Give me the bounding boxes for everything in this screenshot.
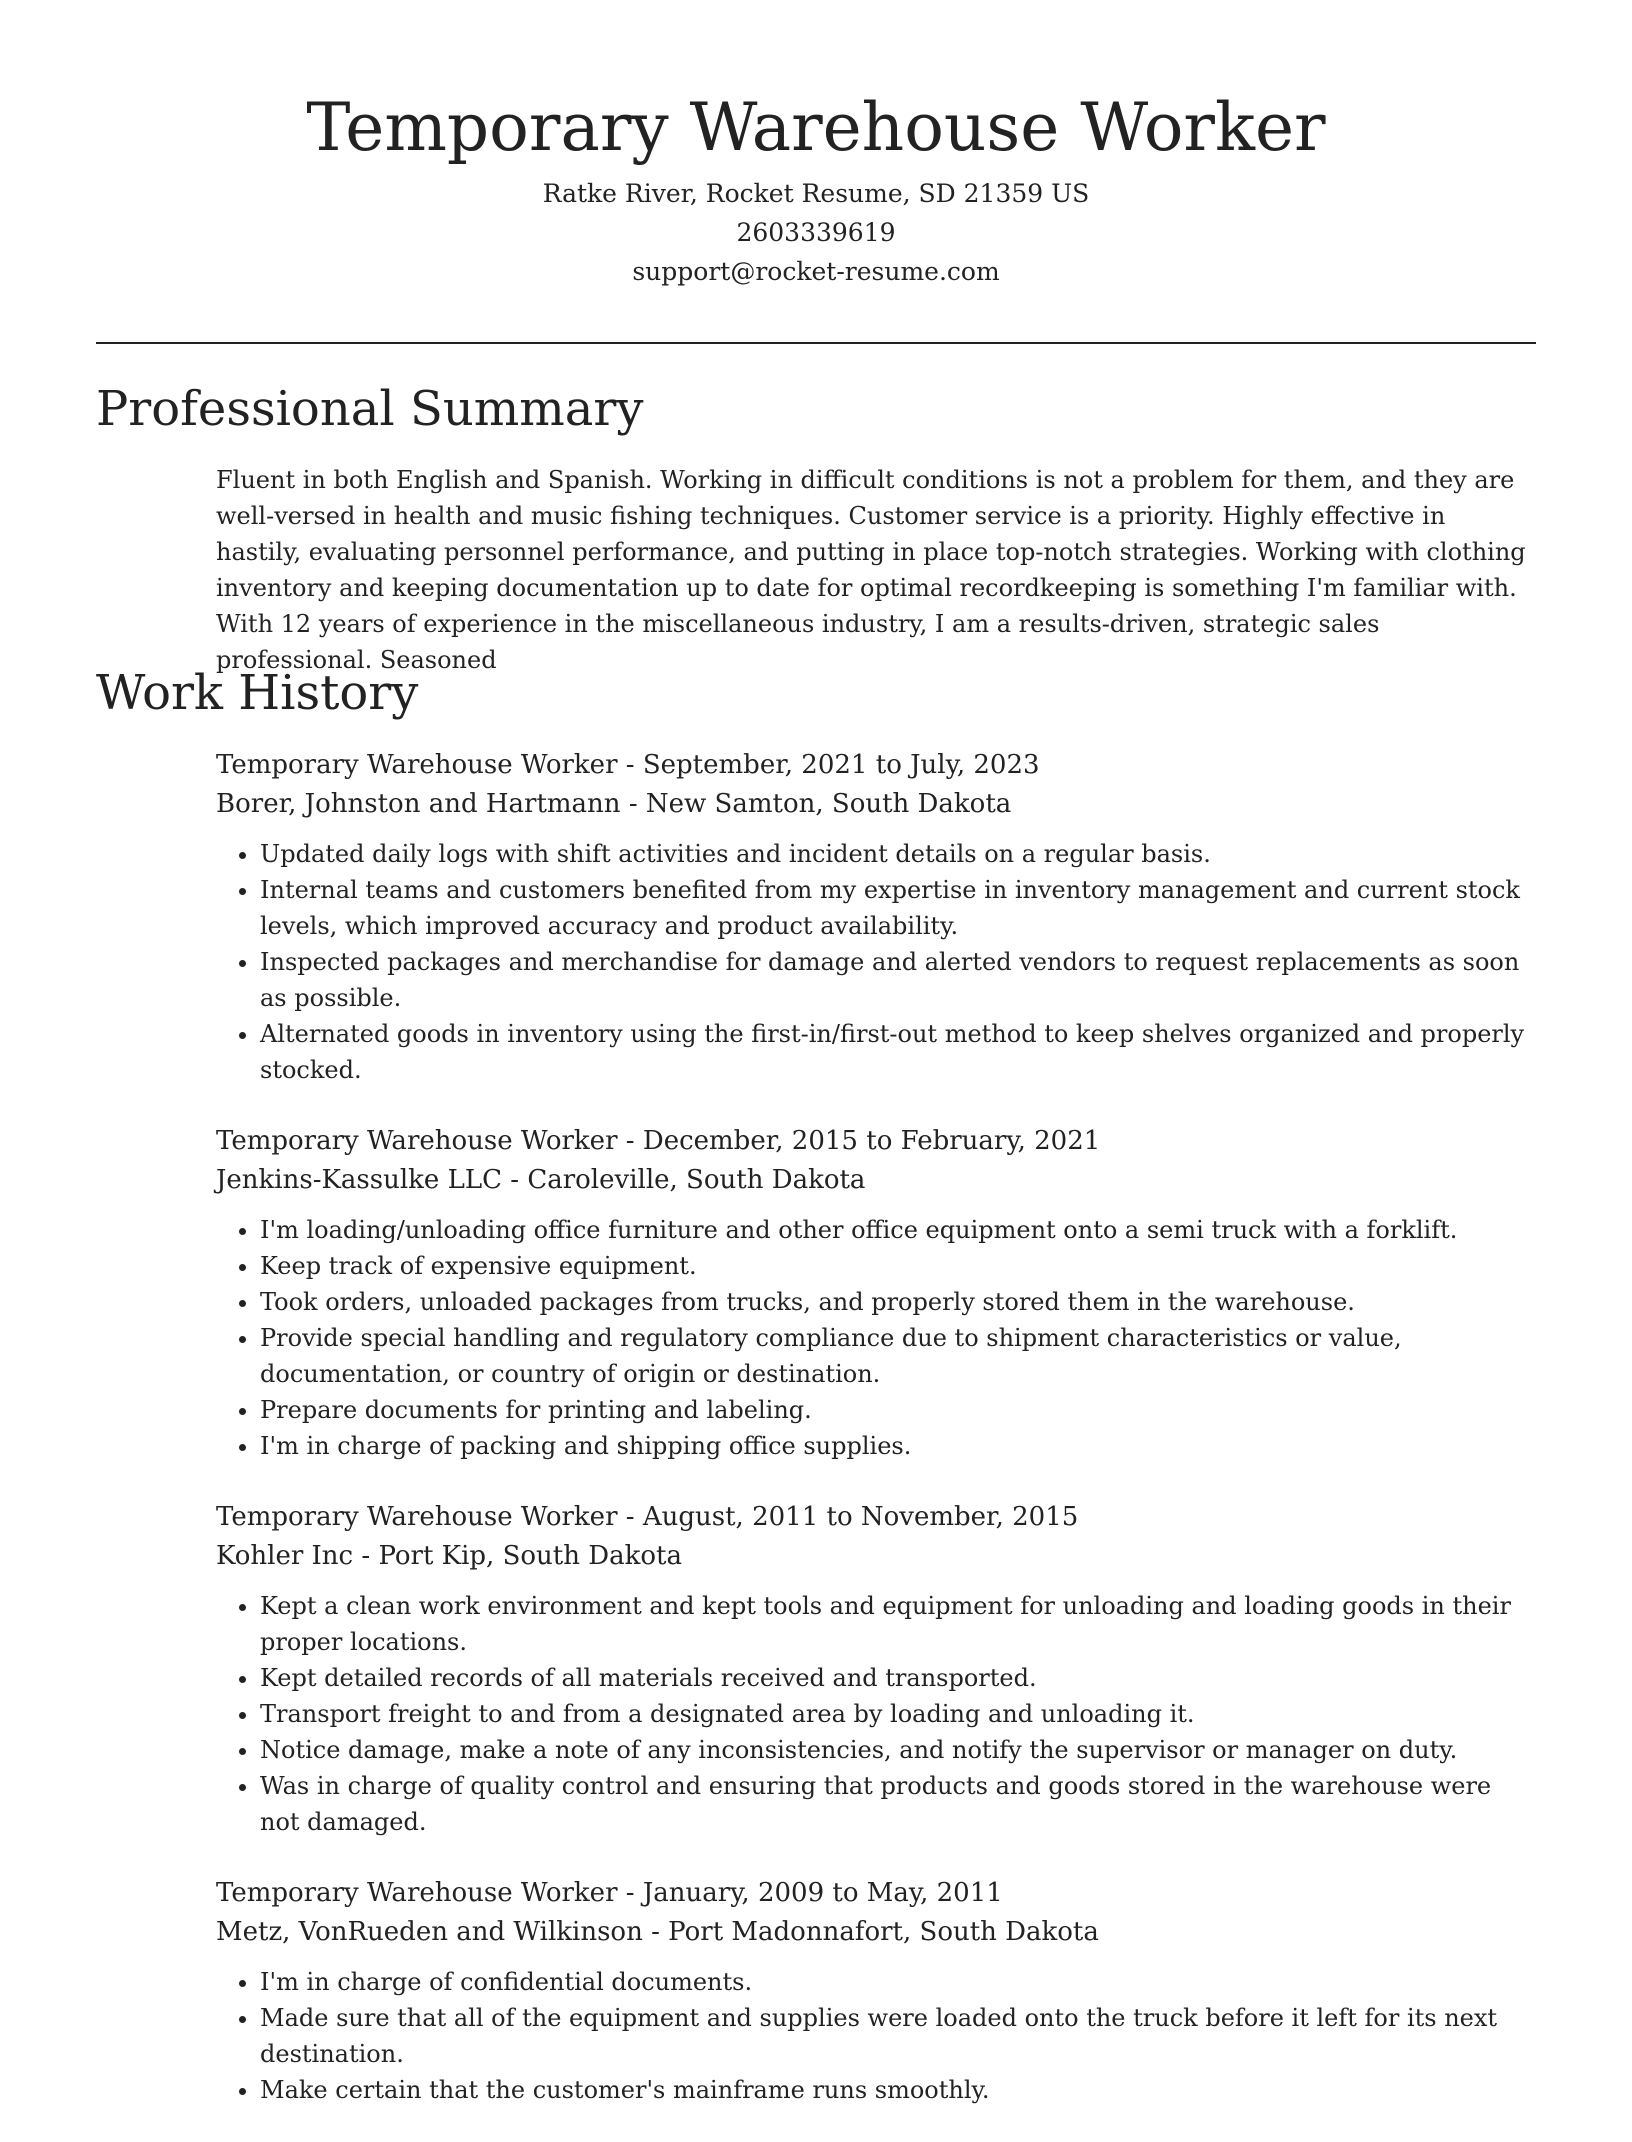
job-duty-item: • Transport freight to and from a designated area by loading and unloading it. <box>260 1696 1536 1732</box>
job-separator: - <box>620 789 646 819</box>
job-duty-item: • Make certain that the customer's mainframe runs smoothly. <box>260 2072 1536 2108</box>
job-role: Temporary Warehouse Worker <box>216 1502 618 1532</box>
job-location: Port Kip, South Dakota <box>378 1541 682 1571</box>
job-company: Metz, VonRueden and Wilkinson <box>216 1917 643 1947</box>
job-duties-list <box>216 1588 1536 1840</box>
resume-header <box>96 86 1536 291</box>
contact-email: support@rocket-resume.com <box>632 257 1000 286</box>
job-title-line <box>216 1122 1536 1161</box>
job-duty-item: • I'm in charge of packing and shipping office supplies. <box>260 1428 1536 1464</box>
contact-phone: 2603339619 <box>736 218 896 247</box>
job-dates: December, 2015 to February, 2021 <box>642 1126 1101 1156</box>
job-dates: August, 2011 to November, 2015 <box>642 1502 1079 1532</box>
contact-address: Ratke River, Rocket Resume, SD 21359 US <box>542 179 1090 208</box>
job-duty-item: • I'm in charge of confidential documents. <box>260 1964 1536 2000</box>
job-location: Caroleville, South Dakota <box>527 1165 866 1195</box>
job-separator: - <box>617 1502 643 1532</box>
job-title-line <box>216 1498 1536 1537</box>
header-divider <box>96 342 1536 344</box>
professional-summary-text: Fluent in both English and Spanish. Working in difficult conditions is not a problem for them, and they are well-versed in health and music fishing techniques. Customer service is a priority. Highly effective in hastily, evaluating personnel performance, and putting in place top-notch strategies. Working with clothing inventory and keeping documentation up to date for optimal recordkeeping is something I'm familiar with. With 12 years of experience in the miscellaneous industry, I am a results-driven, strategic sales professional. Seasoned <box>216 466 1526 674</box>
job-separator: - <box>617 750 643 780</box>
job-role: Temporary Warehouse Worker <box>216 750 618 780</box>
job-entry <box>216 1122 1536 1464</box>
job-location: Port Madonnafort, South Dakota <box>668 1917 1099 1947</box>
job-dates: January, 2009 to May, 2011 <box>642 1878 1003 1908</box>
job-separator: - <box>502 1165 528 1195</box>
job-separator: - <box>617 1878 643 1908</box>
candidate-name: Temporary Warehouse Worker <box>306 89 1326 166</box>
job-dates: September, 2021 to July, 2023 <box>642 750 1040 780</box>
job-title-line <box>216 746 1536 785</box>
job-duty-item: • Alternated goods in inventory using the first-in/first-out method to keep shelves organized and properly stocked. <box>260 1016 1536 1088</box>
job-company-line <box>216 1537 1536 1576</box>
job-duty-item: • Prepare documents for printing and labeling. <box>260 1392 1536 1428</box>
section-title-professional-summary: Professional Summary <box>96 381 644 437</box>
job-duties-list <box>216 836 1536 1088</box>
job-company: Jenkins-Kassulke LLC <box>216 1165 502 1195</box>
job-company: Kohler Inc <box>216 1541 354 1571</box>
job-duty-item: • I'm loading/unloading office furniture and other office equipment onto a semi truck with a forklift. <box>260 1212 1536 1248</box>
job-entry <box>216 1874 1536 2108</box>
job-separator: - <box>642 1917 669 1947</box>
job-role: Temporary Warehouse Worker <box>216 1878 618 1908</box>
job-title-line <box>216 1874 1536 1913</box>
job-duty-item: • Keep track of expensive equipment. <box>260 1248 1536 1284</box>
job-company-line <box>216 1913 1536 1952</box>
section-title-work-history: Work History <box>96 665 419 721</box>
job-duties-list <box>216 1964 1536 2108</box>
job-duty-item: • Kept detailed records of all materials received and transported. <box>260 1660 1536 1696</box>
job-company: Borer, Johnston and Hartmann <box>216 789 621 819</box>
job-duty-item: • Was in charge of quality control and ensuring that products and goods stored in the warehouse were not damaged. <box>260 1768 1536 1840</box>
work-history-list <box>216 746 1536 2142</box>
job-entry <box>216 746 1536 1088</box>
job-duty-item: • Kept a clean work environment and kept tools and equipment for unloading and loading goods in their proper locations. <box>260 1588 1536 1660</box>
job-separator: - <box>353 1541 379 1571</box>
job-duty-item: • Took orders, unloaded packages from trucks, and properly stored them in the warehouse. <box>260 1284 1536 1320</box>
job-role: Temporary Warehouse Worker <box>216 1126 618 1156</box>
job-duty-item: • Internal teams and customers benefited from my expertise in inventory management and current stock levels, which improved accuracy and product availability. <box>260 872 1536 944</box>
job-separator: - <box>617 1126 643 1156</box>
job-duty-item: • Provide special handling and regulatory compliance due to shipment characteristics or value, documentation, or country of origin or destination. <box>260 1320 1536 1392</box>
job-duties-list <box>216 1212 1536 1464</box>
job-duty-item: • Notice damage, make a note of any inconsistencies, and notify the supervisor or manager on duty. <box>260 1732 1536 1768</box>
job-duty-item: • Updated daily logs with shift activities and incident details on a regular basis. <box>260 836 1536 872</box>
job-duty-item: • Made sure that all of the equipment and supplies were loaded onto the truck before it left for its next destination. <box>260 2000 1536 2072</box>
job-duty-item: • Inspected packages and merchandise for damage and alerted vendors to request replacements as soon as possible. <box>260 944 1536 1016</box>
job-company-line <box>216 785 1536 824</box>
job-location: New Samton, South Dakota <box>645 789 1012 819</box>
job-entry <box>216 1498 1536 1840</box>
job-company-line <box>216 1161 1536 1200</box>
